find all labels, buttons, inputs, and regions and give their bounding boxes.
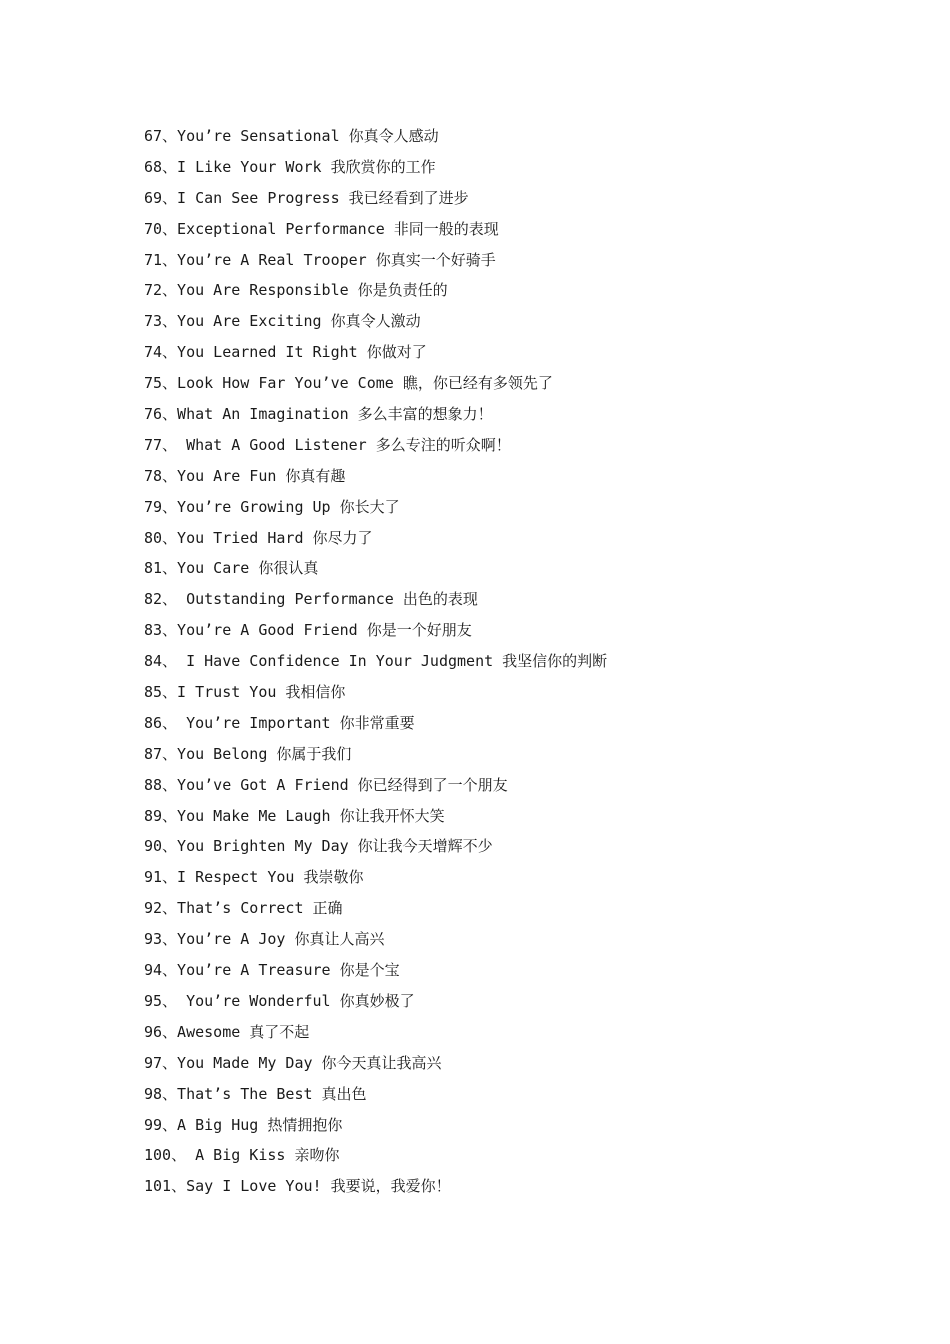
list-item: 98、That’s The Best 真出色	[144, 1084, 367, 1103]
list-item: 85、I Trust You 我相信你	[144, 683, 346, 702]
list-item: 88、You’ve Got A Friend 你已经得到了一个朋友	[144, 775, 508, 794]
list-item: 68、I Like Your Work 我欣赏你的工作	[144, 157, 436, 176]
list-item: 78、You Are Fun 你真有趣	[144, 466, 346, 485]
list-item: 93、You’re A Joy 你真让人高兴	[144, 930, 385, 949]
list-item: 73、You Are Exciting 你真令人激动	[144, 312, 421, 331]
list-item: 101、Say I Love You! 我要说，我爱你！	[144, 1177, 451, 1196]
list-item: 80、You Tried Hard 你尽力了	[144, 528, 373, 547]
list-item: 97、You Made My Day 你今天真让我高兴	[144, 1053, 442, 1072]
list-item: 100、 A Big Kiss 亲吻你	[144, 1146, 340, 1165]
list-item: 87、You Belong 你属于我们	[144, 744, 352, 763]
list-item: 82、 Outstanding Performance 出色的表现	[144, 590, 478, 609]
phrase-list	[144, 121, 607, 1202]
list-item: 81、You Care 你很认真	[144, 559, 319, 578]
list-item: 76、What An Imagination 多么丰富的想象力！	[144, 405, 493, 424]
list-item: 96、Awesome 真了不起	[144, 1022, 310, 1041]
list-item: 89、You Make Me Laugh 你让我开怀大笑	[144, 806, 445, 825]
list-item: 71、You’re A Real Trooper 你真实一个好骑手	[144, 250, 496, 269]
list-item: 92、That’s Correct 正确	[144, 899, 343, 918]
list-item: 72、You Are Responsible 你是负责任的	[144, 281, 448, 300]
list-item: 95、 You’re Wonderful 你真妙极了	[144, 991, 415, 1010]
list-item: 83、You’re A Good Friend 你是一个好朋友	[144, 621, 472, 640]
list-item: 77、 What A Good Listener 多么专注的听众啊！	[144, 435, 511, 454]
list-item: 84、 I Have Confidence In Your Judgment 我坚信你的判断	[144, 652, 608, 671]
list-item: 70、Exceptional Performance 非同一般的表现	[144, 219, 499, 238]
list-item: 69、I Can See Progress 我已经看到了进步	[144, 188, 469, 207]
list-item: 99、A Big Hug 热情拥抱你	[144, 1115, 343, 1134]
list-item: 90、You Brighten My Day 你让我今天增辉不少	[144, 837, 493, 856]
list-item: 79、You’re Growing Up 你长大了	[144, 497, 400, 516]
list-item: 75、Look How Far You’ve Come 瞧，你已经有多领先了	[144, 374, 553, 393]
list-item: 67、You’re Sensational 你真令人感动	[144, 127, 439, 145]
list-item: 91、I Respect You 我崇敬你	[144, 868, 364, 887]
list-item: 86、 You’re Important 你非常重要	[144, 713, 415, 732]
list-item: 94、You’re A Treasure 你是个宝	[144, 961, 400, 980]
list-item: 74、You Learned It Right 你做对了	[144, 343, 427, 362]
